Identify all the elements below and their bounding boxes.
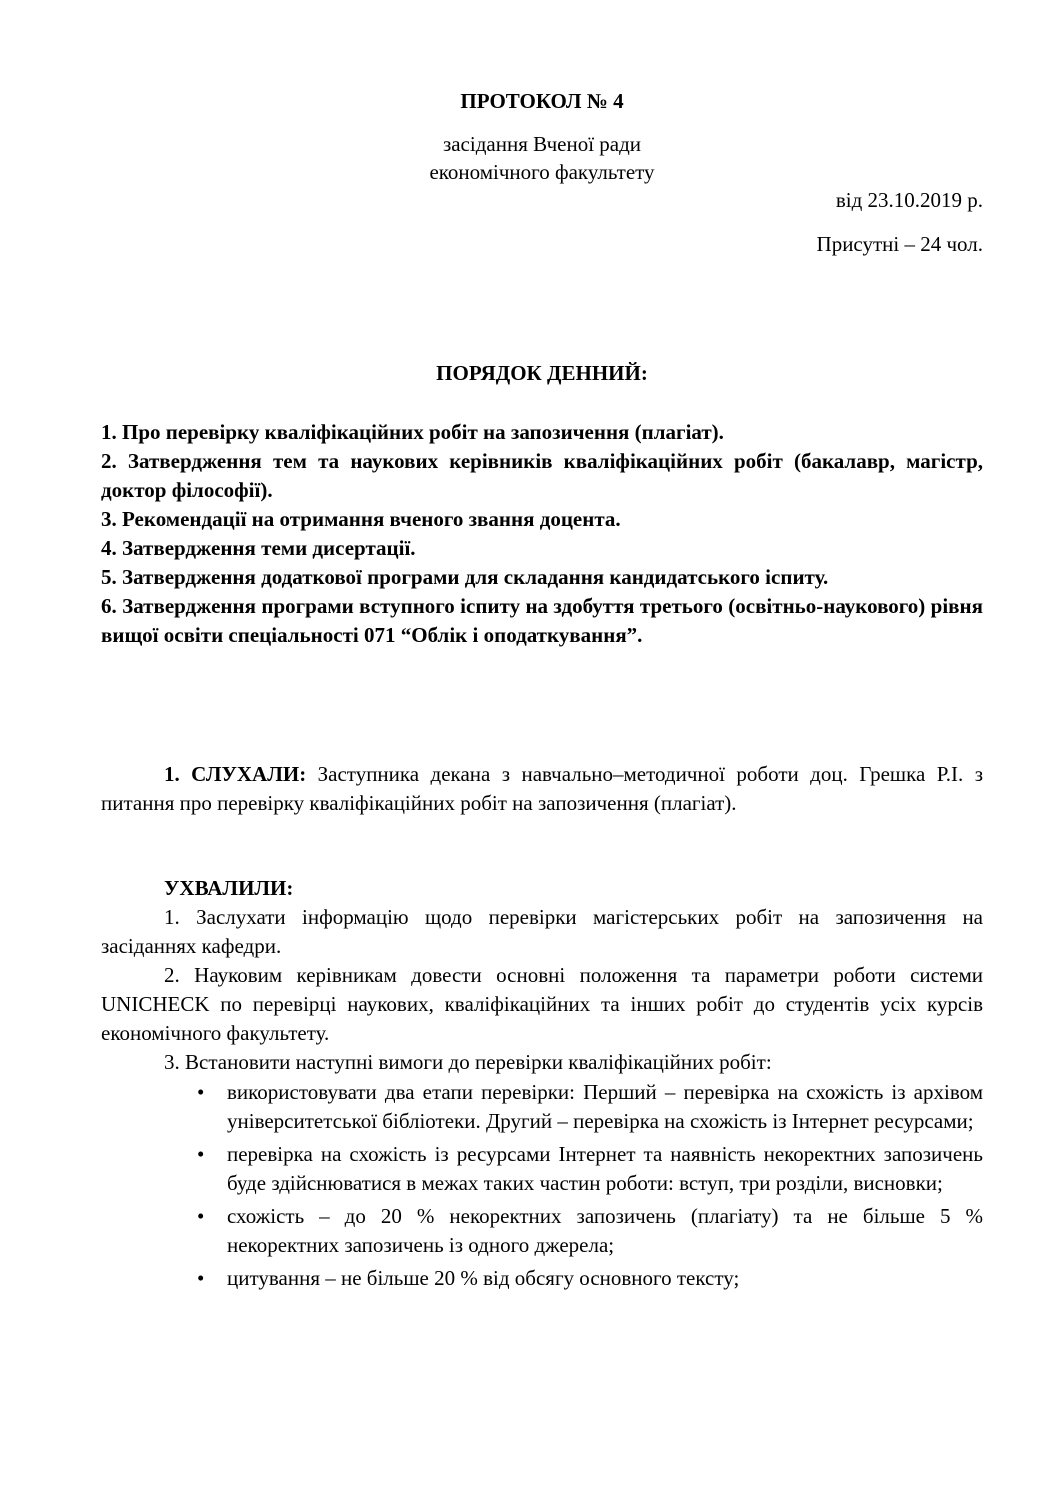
heard-text: Заступника декана з навчально–методичної роботи доц. Грешка Р.І. з питання про перевірку кваліфікаційних робіт на запозичення (плагіат).	[101, 762, 983, 815]
bullet-icon: •	[197, 1204, 205, 1228]
agenda-item: 4. Затвердження теми дисертації.	[101, 536, 416, 560]
agenda-item: 5. Затвердження додаткової програми для складання кандидатського іспиту.	[101, 565, 829, 589]
resolution-item: 1. Заслухати інформацію щодо перевірки магістерських робіт на запозичення на засіданнях кафедри.	[101, 905, 983, 958]
bullet-item	[101, 1078, 983, 1136]
bullet-icon: •	[197, 1080, 205, 1104]
heard-paragraph	[101, 760, 983, 818]
resolutions-list	[101, 903, 983, 1077]
protocol-subtitle	[0, 130, 1058, 186]
protocol-title: ПРОТОКОЛ № 4	[460, 89, 624, 113]
bullet-item	[101, 1202, 983, 1260]
bullet-icon: •	[197, 1142, 205, 1166]
attendance-count: Присутні – 24 чол.	[816, 232, 983, 256]
requirements-bullet-list	[101, 1078, 983, 1297]
bullet-text: цитування – не більше 20 % від обсягу основного тексту;	[227, 1266, 740, 1290]
bullet-text: перевірка на схожість із ресурсами Інтернет та наявність некоректних запозичень буде здійснюватися в межах таких частин роботи: вступ, три розділи, висновки;	[227, 1142, 983, 1195]
agenda-list	[101, 418, 983, 650]
bullet-item	[101, 1140, 983, 1198]
meeting-date: від 23.10.2019 р.	[835, 188, 983, 212]
bullet-item	[101, 1264, 983, 1293]
resolved-label: УХВАЛИЛИ:	[164, 876, 294, 900]
bullet-text: схожість – до 20 % некоректних запозичень (плагіату) та не більше 5 % некоректних запозичень із одного джерела;	[227, 1204, 983, 1257]
bullet-text: використовувати два етапи перевірки: Перший – перевірка на схожість із архівом університетської бібліотеки. Другий – перевірка на схожість із Інтернет ресурсами;	[227, 1080, 983, 1133]
bullet-icon: •	[197, 1266, 205, 1290]
agenda-item: 3. Рекомендації на отримання вченого звання доцента.	[101, 507, 621, 531]
subtitle-line-2: економічного факультету	[429, 160, 655, 184]
agenda-item: 1. Про перевірку кваліфікаційних робіт на запозичення (плагіат).	[101, 420, 724, 444]
heard-label: 1. СЛУХАЛИ:	[164, 762, 307, 786]
subtitle-line-1: засідання Вченої ради	[442, 132, 642, 156]
agenda-heading: ПОРЯДОК ДЕННИЙ:	[436, 361, 648, 385]
resolution-item: 2. Науковим керівникам довести основні положення та параметри роботи системи UNICHECK по перевірці наукових, кваліфікаційних та інших робіт до студентів усіх курсів економічного факультету.	[101, 963, 983, 1045]
agenda-item: 2. Затвердження тем та наукових керівників кваліфікаційних робіт (бакалавр, магістр, доктор філософії).	[101, 449, 983, 502]
agenda-item: 6. Затвердження програми вступного іспиту на здобуття третього (освітньо-наукового) рівня вищої освіти спеціальності 071 “Облік і оподаткування”.	[101, 594, 983, 647]
resolution-item: 3. Встановити наступні вимоги до перевірки кваліфікаційних робіт:	[164, 1050, 772, 1074]
